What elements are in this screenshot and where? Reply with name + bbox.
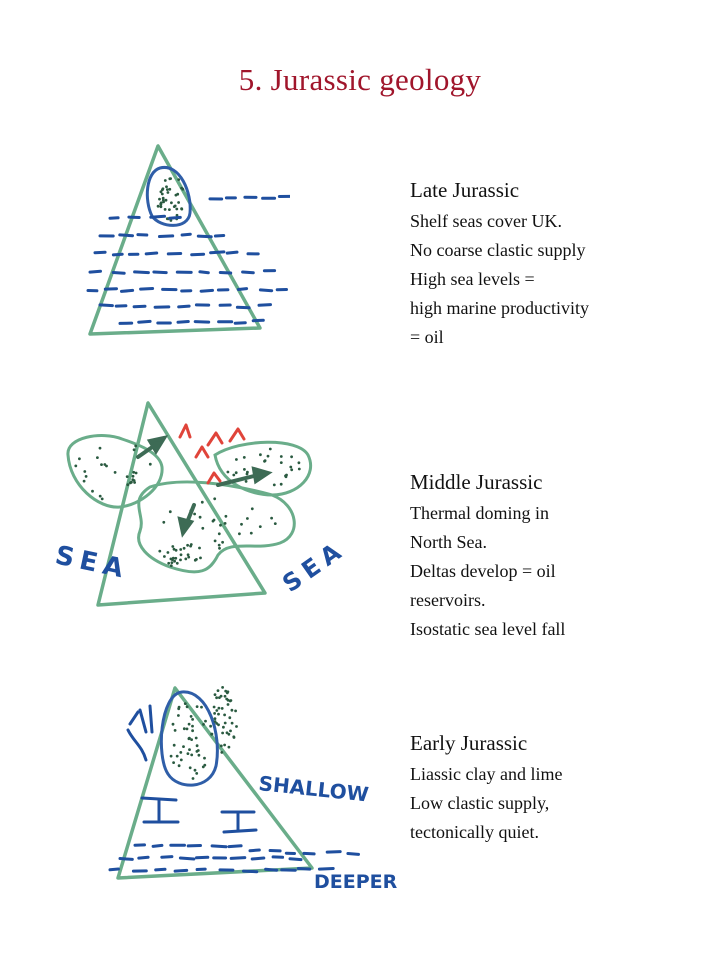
stipple-dot bbox=[201, 501, 204, 504]
hatch-dash bbox=[179, 306, 189, 307]
stipple-dot bbox=[190, 754, 193, 757]
stipple-dot bbox=[160, 201, 163, 204]
stipple-dot bbox=[180, 187, 183, 190]
stipple-dot bbox=[191, 725, 194, 728]
stipple-dot bbox=[219, 524, 222, 527]
stipple-dot bbox=[218, 696, 221, 699]
stipple-dot bbox=[225, 515, 228, 518]
hatch-dash bbox=[220, 273, 230, 274]
stipple-dot bbox=[235, 458, 238, 461]
hatch-dash bbox=[170, 217, 181, 218]
stipple-dot bbox=[132, 475, 135, 478]
stipple-dot bbox=[165, 199, 168, 202]
section-line: Low clastic supply, bbox=[410, 793, 550, 813]
stipple-dot bbox=[267, 455, 270, 458]
stipple-dot bbox=[188, 723, 191, 726]
section-late-jurassic bbox=[410, 177, 710, 352]
stipple-dot bbox=[176, 193, 179, 196]
section-line: Shelf seas cover UK. bbox=[410, 211, 562, 231]
hatch-dash bbox=[113, 273, 124, 274]
stipple-dot bbox=[188, 737, 191, 740]
stipple-dot bbox=[165, 185, 168, 188]
hatch-dash bbox=[195, 322, 209, 323]
stipple-dot bbox=[218, 547, 221, 550]
stipple-dot bbox=[191, 729, 194, 732]
stipple-dot bbox=[172, 761, 175, 764]
stipple-dot bbox=[169, 510, 172, 513]
stipple-dot bbox=[178, 764, 181, 767]
stipple-dot bbox=[238, 532, 241, 535]
stipple-dot bbox=[231, 709, 234, 712]
stipple-dot bbox=[298, 468, 301, 471]
stipple-dot bbox=[213, 519, 216, 522]
stipple-dot bbox=[99, 447, 102, 450]
stipple-dot bbox=[184, 558, 187, 561]
hatch-dash bbox=[192, 254, 204, 255]
stipple-dot bbox=[101, 498, 104, 501]
stipple-dot bbox=[193, 513, 196, 516]
stipple-dot bbox=[100, 463, 103, 466]
stipple-dot bbox=[221, 541, 224, 544]
hatch-dash bbox=[304, 853, 314, 854]
stipple-dot bbox=[224, 695, 227, 698]
stipple-dot bbox=[91, 490, 94, 493]
stipple-dot bbox=[298, 461, 301, 464]
stipple-dot bbox=[168, 188, 171, 191]
stipple-dot bbox=[243, 456, 246, 459]
hatch-dash bbox=[319, 869, 333, 870]
stipple-dot bbox=[99, 495, 102, 498]
section-heading: Middle Jurassic bbox=[410, 470, 543, 494]
section-line: No coarse clastic supply bbox=[410, 240, 586, 260]
stipple-dot bbox=[246, 517, 249, 520]
stipple-dot bbox=[176, 755, 179, 758]
stipple-dot bbox=[186, 728, 189, 731]
stipple-dot bbox=[202, 723, 205, 726]
stipple-dot bbox=[290, 468, 293, 471]
section-line: = oil bbox=[410, 327, 444, 347]
stipple-dot bbox=[173, 205, 176, 208]
stipple-dot bbox=[201, 527, 204, 530]
middle-jurassic-sketch bbox=[40, 395, 360, 625]
hatch-dash bbox=[243, 272, 254, 273]
deeper-label: DEEPER bbox=[314, 871, 398, 893]
stipple-dot bbox=[83, 470, 86, 473]
stipple-dot bbox=[195, 737, 198, 740]
stipple-dot bbox=[133, 481, 136, 484]
stipple-dot bbox=[215, 709, 218, 712]
stipple-dot bbox=[217, 713, 220, 716]
stipple-dot bbox=[170, 201, 173, 204]
stipple-dot bbox=[218, 707, 221, 710]
hatch-dash bbox=[139, 857, 148, 858]
stipple-dot bbox=[235, 471, 238, 474]
stipple-dot bbox=[222, 726, 225, 729]
stipple-dot bbox=[192, 777, 195, 780]
stipple-dot bbox=[227, 699, 230, 702]
hatch-dash bbox=[298, 869, 310, 870]
stipple-dot bbox=[189, 545, 192, 548]
section-line: Thermal doming in bbox=[410, 503, 549, 523]
stipple-dot bbox=[235, 725, 238, 728]
stipple-dot bbox=[224, 722, 227, 725]
stipple-dot bbox=[132, 471, 135, 474]
stipple-dot bbox=[175, 549, 178, 552]
stipple-dot bbox=[195, 772, 198, 775]
stipple-dot bbox=[220, 751, 223, 754]
stipple-dot bbox=[177, 707, 180, 710]
late-jurassic-sketch bbox=[80, 138, 290, 343]
stipple-dot bbox=[174, 557, 177, 560]
stipple-dot bbox=[251, 507, 254, 510]
hatch-dash bbox=[259, 305, 271, 306]
stipple-dot bbox=[166, 188, 169, 191]
hatch-dash bbox=[197, 857, 208, 858]
hatch-dash bbox=[211, 252, 224, 253]
stipple-dot bbox=[177, 714, 180, 717]
stipple-dot bbox=[195, 558, 198, 561]
hatch-dash bbox=[200, 272, 208, 273]
hatch-dash bbox=[229, 846, 241, 847]
stipple-dot bbox=[133, 448, 136, 451]
stipple-dot bbox=[259, 525, 262, 528]
stipple-dot bbox=[198, 754, 201, 757]
stipple-dot bbox=[161, 193, 164, 196]
hatch-dash bbox=[237, 307, 249, 308]
stipple-dot bbox=[231, 722, 234, 725]
section-heading: Early Jurassic bbox=[410, 731, 528, 755]
hatch-dash bbox=[260, 290, 271, 291]
section-line: high marine productivity bbox=[410, 298, 589, 318]
hatch-dash bbox=[120, 859, 132, 860]
section-line: Deltas develop = oil bbox=[410, 561, 556, 581]
stipple-dot bbox=[130, 481, 133, 484]
stipple-dot bbox=[234, 710, 237, 713]
stipple-dot bbox=[170, 755, 173, 758]
stipple-dot bbox=[214, 693, 217, 696]
stipple-dot bbox=[188, 748, 191, 751]
stipple-dot bbox=[250, 532, 253, 535]
stipple-dot bbox=[220, 745, 223, 748]
stipple-dot bbox=[227, 471, 230, 474]
section-line: Liassic clay and lime bbox=[410, 764, 563, 784]
stipple-dot bbox=[196, 744, 199, 747]
stipple-dot bbox=[134, 445, 137, 448]
stipple-dot bbox=[217, 689, 220, 692]
shallow-label: SHALLOW bbox=[257, 771, 370, 807]
hatch-dash bbox=[162, 857, 172, 858]
hatch-dash bbox=[290, 859, 301, 860]
stipple-dot bbox=[228, 733, 231, 736]
stipple-dot bbox=[280, 461, 283, 464]
stipple-dot bbox=[173, 744, 176, 747]
stipple-dot bbox=[218, 532, 221, 535]
hatch-dash bbox=[90, 271, 101, 272]
hatch-dash bbox=[327, 852, 340, 853]
stipple-dot bbox=[176, 562, 179, 565]
sea-left-label: SEA bbox=[52, 540, 132, 586]
stipple-dot bbox=[177, 201, 180, 204]
stipple-dot bbox=[85, 475, 88, 478]
stipple-dot bbox=[200, 706, 203, 709]
stipple-dot bbox=[196, 750, 199, 753]
stipple-dot bbox=[179, 559, 182, 562]
stipple-dot bbox=[289, 466, 292, 469]
stipple-dot bbox=[213, 497, 216, 500]
stipple-dot bbox=[175, 208, 178, 211]
stipple-dot bbox=[243, 468, 246, 471]
stipple-dot bbox=[228, 716, 231, 719]
stipple-dot bbox=[227, 703, 230, 706]
stipple-dot bbox=[198, 547, 201, 550]
slide-title: 5. Jurassic geology bbox=[238, 62, 482, 97]
stipple-dot bbox=[223, 714, 226, 717]
stipple-dot bbox=[191, 718, 194, 721]
stipple-dot bbox=[259, 453, 262, 456]
early-jurassic-sketch bbox=[90, 680, 400, 895]
hatch-dash bbox=[122, 290, 133, 291]
section-line: North Sea. bbox=[410, 532, 487, 552]
stipple-dot bbox=[199, 557, 202, 560]
stipple-dot bbox=[135, 472, 138, 475]
stipple-dot bbox=[179, 548, 182, 551]
stipple-dot bbox=[179, 751, 182, 754]
stipple-dot bbox=[158, 198, 161, 201]
hatch-dash bbox=[139, 321, 150, 322]
hatch-dash bbox=[201, 290, 212, 291]
stipple-dot bbox=[199, 516, 202, 519]
stipple-dot bbox=[105, 465, 108, 468]
stipple-dot bbox=[187, 556, 190, 559]
hatch-dash bbox=[154, 272, 166, 273]
stipple-dot bbox=[167, 562, 170, 565]
stipple-dot bbox=[183, 727, 186, 730]
stipple-dot bbox=[223, 744, 226, 747]
stipple-dot bbox=[228, 746, 231, 749]
hatch-dash bbox=[212, 846, 226, 847]
stipple-dot bbox=[149, 463, 152, 466]
stipple-dot bbox=[203, 757, 206, 760]
stipple-dot bbox=[221, 707, 224, 710]
sea-right-label: SEA bbox=[277, 534, 351, 598]
stipple-dot bbox=[168, 177, 171, 180]
hatch-dash bbox=[215, 236, 223, 237]
stipple-dot bbox=[126, 475, 129, 478]
stipple-dot bbox=[180, 208, 183, 211]
stipple-dot bbox=[168, 208, 171, 211]
hatch-dash bbox=[120, 235, 133, 236]
hatch-dash bbox=[244, 871, 257, 872]
stipple-dot bbox=[171, 545, 174, 548]
stipple-dot bbox=[96, 456, 99, 459]
stipple-dot bbox=[164, 179, 167, 182]
hatch-dash bbox=[252, 858, 264, 859]
section-heading: Late Jurassic bbox=[410, 178, 520, 202]
stipple-dot bbox=[83, 480, 86, 483]
stipple-dot bbox=[209, 725, 212, 728]
hatch-dash bbox=[175, 870, 187, 871]
stipple-dot bbox=[280, 455, 283, 458]
stipple-dot bbox=[240, 523, 243, 526]
stipple-dot bbox=[158, 550, 161, 553]
hatch-dash bbox=[178, 322, 188, 323]
hatch-dash bbox=[348, 854, 359, 855]
hatch-dash bbox=[153, 845, 162, 846]
stipple-dot bbox=[189, 766, 192, 769]
stipple-dot bbox=[167, 191, 170, 194]
stipple-dot bbox=[246, 473, 249, 476]
hatch-dash bbox=[134, 306, 145, 307]
stipple-dot bbox=[190, 715, 193, 718]
hatch-dash bbox=[113, 254, 122, 255]
stipple-dot bbox=[204, 720, 207, 723]
hatch-dash bbox=[231, 858, 245, 859]
section-line: High sea levels = bbox=[410, 269, 535, 289]
stipple-dot bbox=[173, 560, 176, 563]
stipple-dot bbox=[221, 686, 224, 689]
stipple-dot bbox=[186, 544, 189, 547]
hatch-dash bbox=[110, 869, 118, 870]
stipple-dot bbox=[213, 712, 216, 715]
stipple-dot bbox=[270, 517, 273, 520]
stipple-dot bbox=[174, 729, 177, 732]
stipple-dot bbox=[274, 522, 277, 525]
hatch-dash bbox=[160, 236, 173, 237]
stipple-dot bbox=[183, 547, 186, 550]
stipple-dot bbox=[245, 480, 248, 483]
stipple-dot bbox=[214, 717, 217, 720]
stipple-dot bbox=[285, 474, 288, 477]
stipple-dot bbox=[187, 752, 190, 755]
stipple-dot bbox=[171, 558, 174, 561]
stipple-dot bbox=[229, 730, 232, 733]
stipple-dot bbox=[184, 702, 187, 705]
stipple-dot bbox=[164, 208, 167, 211]
stipple-dot bbox=[126, 483, 129, 486]
stipple-dot bbox=[157, 205, 160, 208]
hatch-dash bbox=[141, 289, 153, 290]
hatch-dash bbox=[151, 216, 165, 217]
hatch-dash bbox=[266, 869, 277, 870]
stipple-dot bbox=[194, 769, 197, 772]
stipple-dot bbox=[180, 759, 183, 762]
stipple-dot bbox=[182, 745, 185, 748]
stipple-dot bbox=[221, 732, 224, 735]
hatch-dash bbox=[100, 305, 112, 306]
stipple-dot bbox=[269, 448, 272, 451]
stipple-dot bbox=[162, 187, 165, 190]
stipple-dot bbox=[290, 455, 293, 458]
stipple-dot bbox=[114, 471, 117, 474]
section-middle-jurassic bbox=[410, 469, 710, 644]
section-line: reservoirs. bbox=[410, 590, 486, 610]
stipple-dot bbox=[162, 521, 165, 524]
stipple-dot bbox=[196, 705, 199, 708]
stipple-dot bbox=[280, 483, 283, 486]
hatch-dash bbox=[156, 869, 165, 870]
stipple-dot bbox=[163, 555, 166, 558]
stipple-dot bbox=[224, 690, 227, 693]
stipple-dot bbox=[215, 722, 218, 725]
stipple-dot bbox=[213, 706, 216, 709]
stipple-dot bbox=[74, 465, 77, 468]
hatch-dash bbox=[182, 234, 190, 235]
stipple-dot bbox=[170, 564, 173, 567]
stipple-dot bbox=[162, 199, 165, 202]
stipple-dot bbox=[186, 705, 189, 708]
stipple-dot bbox=[211, 733, 214, 736]
hatch-dash bbox=[135, 272, 149, 273]
hatch-dash bbox=[146, 253, 157, 254]
hatch-dash bbox=[235, 323, 245, 324]
section-line: Isostatic sea level fall bbox=[410, 619, 566, 639]
section-line: tectonically quiet. bbox=[410, 822, 539, 842]
hatch-dash bbox=[180, 858, 194, 859]
stipple-dot bbox=[264, 459, 267, 462]
stipple-dot bbox=[177, 178, 180, 181]
hatch-dash bbox=[95, 252, 105, 253]
stipple-dot bbox=[202, 766, 205, 769]
hatch-dash bbox=[227, 252, 237, 253]
stipple-dot bbox=[273, 484, 276, 487]
stipple-dot bbox=[171, 561, 174, 564]
stipple-dot bbox=[214, 540, 217, 543]
hatch-dash bbox=[250, 850, 259, 851]
stipple-dot bbox=[172, 723, 175, 726]
section-early-jurassic bbox=[410, 730, 710, 847]
stipple-dot bbox=[167, 551, 170, 554]
hatch-dash bbox=[198, 236, 211, 237]
stipple-dot bbox=[218, 544, 221, 547]
stipple-dot bbox=[233, 736, 236, 739]
stipple-dot bbox=[180, 553, 183, 556]
stipple-dot bbox=[215, 696, 218, 699]
stipple-dot bbox=[78, 457, 81, 460]
hatch-dash bbox=[238, 289, 246, 290]
stipple-dot bbox=[224, 522, 227, 525]
stipple-dot bbox=[232, 474, 235, 477]
